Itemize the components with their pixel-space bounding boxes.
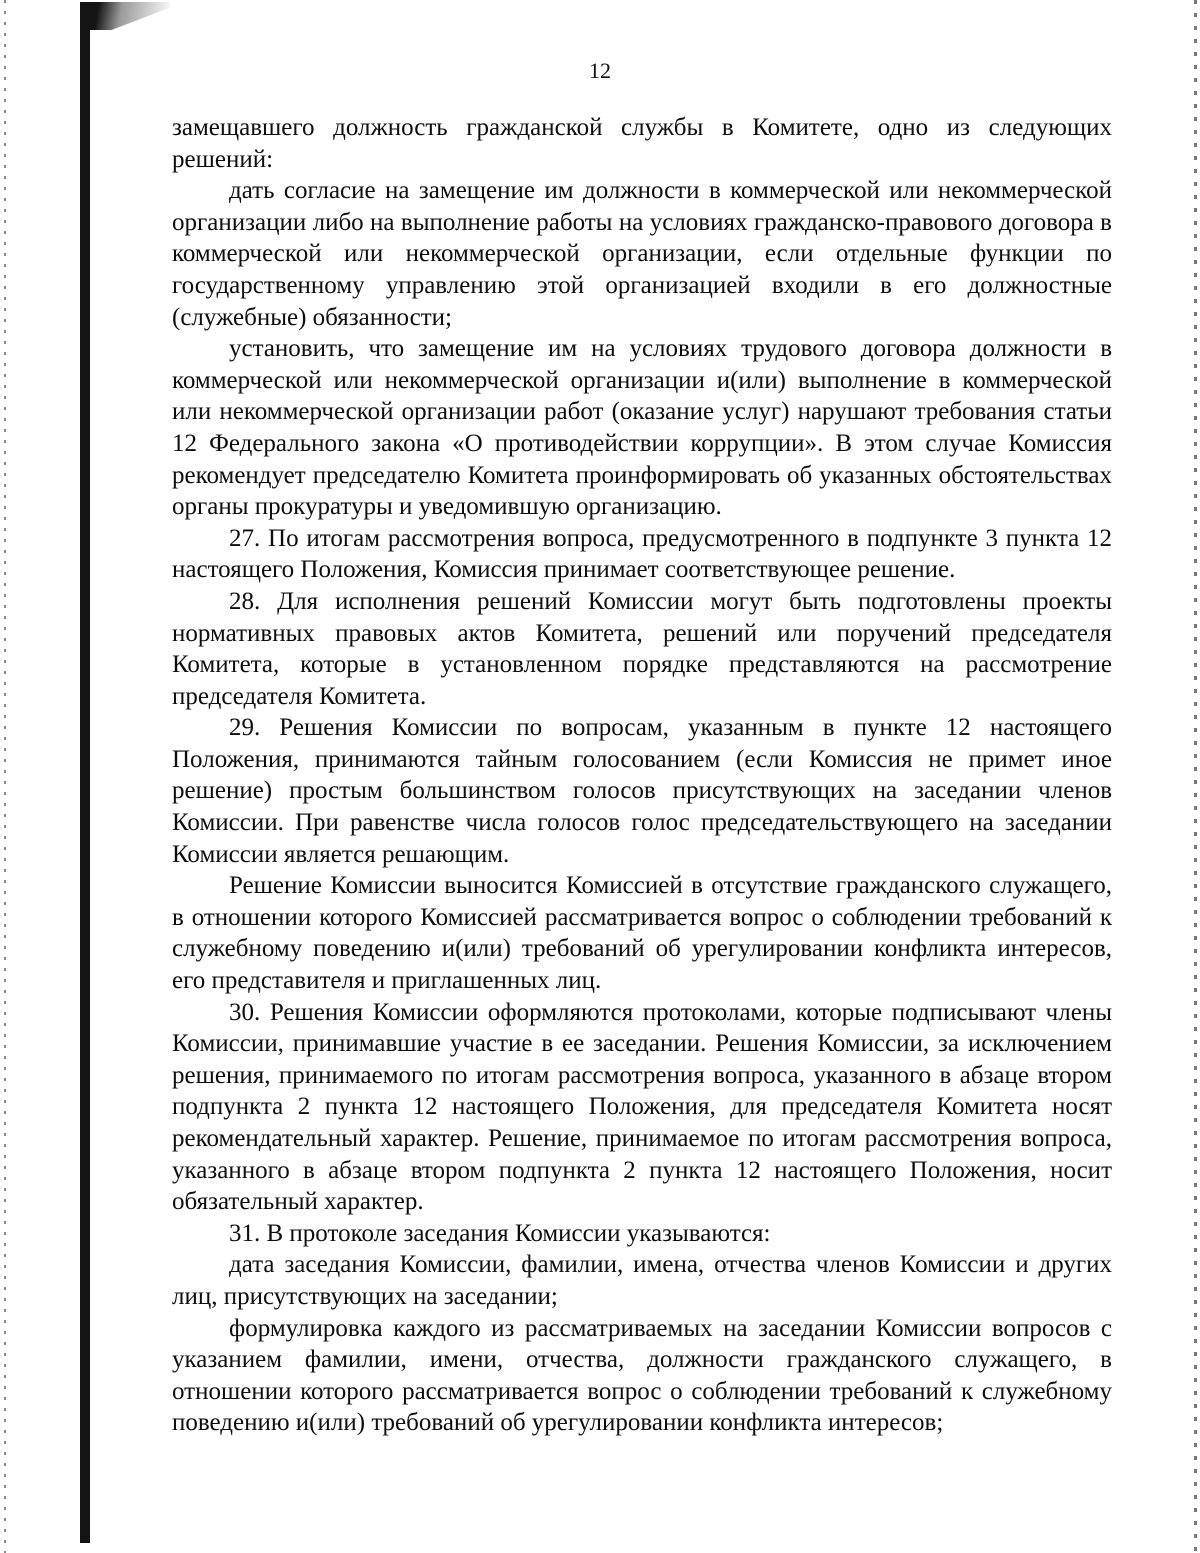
scan-corner-shadow	[80, 2, 170, 30]
paragraph-continuation: замещавшего должность гражданской службы в Комитете, одно из следующих решений:	[172, 114, 1112, 173]
scan-edge-shadow	[80, 8, 90, 1543]
document-body	[172, 112, 1112, 1439]
paragraph-establish-violation: установить, что замещение им на условиях трудового договора должности в коммерческой или некоммерческой организации и(или) выполнение в коммерческой или некоммерческой организации работ (оказание услуг) нарушают требования статьи 12 Федерального закона «О противодействии коррупции». В этом случае Комиссия рекомендует председателю Комитета проинформировать об указанных обстоятельствах органы прокуратуры и уведомившую организацию.	[172, 335, 1112, 521]
paragraph-29: 29. Решения Комиссии по вопросам, указанным в пункте 12 настоящего Положения, принимаются тайным голосованием (если Комиссия не примет иное решение) простым большинством голосов присутствующих на заседании членов Комиссии. При равенстве числа голосов голос председательствующего на заседании Комиссии является решающим.	[172, 714, 1112, 868]
paragraph-30: 30. Решения Комиссии оформляются протоколами, которые подписывают члены Комиссии, принимавшие участие в ее заседании. Решения Комиссии, за исключением решения, принимаемого по итогам рассмотрения вопроса, указанного в абзаце втором подпункта 2 пункта 12 настоящего Положения, для председателя Комитета носят рекомендательный характер. Решение, принимаемое по итогам рассмотрения вопроса, указанного в абзаце втором подпункта 2 пункта 12 настоящего Положения, носит обязательный характер.	[172, 998, 1112, 1216]
paragraph-decision-absence: Решение Комиссии выносится Комиссией в отсутствие гражданского служащего, в отношении которого Комиссией рассматривается вопрос о соблюдении требований к служебному поведению и(или) требований об урегулировании конфликта интересов, его представителя и приглашенных лиц.	[172, 872, 1112, 995]
paragraph-31: 31. В протоколе заседания Комиссии указываются:	[229, 1219, 771, 1247]
paragraph-question-wording: формулировка каждого из рассматриваемых на заседании Комиссии вопросов с указанием фамилии, имени, отчества, должности гражданского служащего, в отношении которого рассматривается вопрос о соблюдении требований к служебному поведению и(или) требований об урегулировании конфликта интересов;	[172, 1314, 1112, 1437]
paragraph-28: 28. Для исполнения решений Комиссии могут быть подготовлены проекты нормативных правовых актов Комитета, решений или поручений председателя Комитета, которые в установленном порядке представляются на рассмотрение председателя Комитета.	[172, 587, 1112, 710]
page-number: 12	[589, 58, 611, 83]
paragraph-give-consent: дать согласие на замещение им должности в коммерческой или некоммерческой организации либо на выполнение работы на условиях гражданско-правового договора в коммерческой или некоммерческой организации, если отдельные функции по государственному управлению этой организацией входили в его должностные (служебные) обязанности;	[172, 177, 1112, 331]
paragraph-27: 27. По итогам рассмотрения вопроса, предусмотренного в подпункте 3 пункта 12 настоящего Положения, Комиссия принимает соответствующее решение.	[172, 524, 1112, 584]
paragraph-meeting-date: дата заседания Комиссии, фамилии, имена, отчества членов Комиссии и других лиц, присутствующих на заседании;	[172, 1251, 1112, 1310]
scan-noise-right	[1194, 0, 1197, 1553]
scan-noise-left	[4, 0, 6, 1553]
